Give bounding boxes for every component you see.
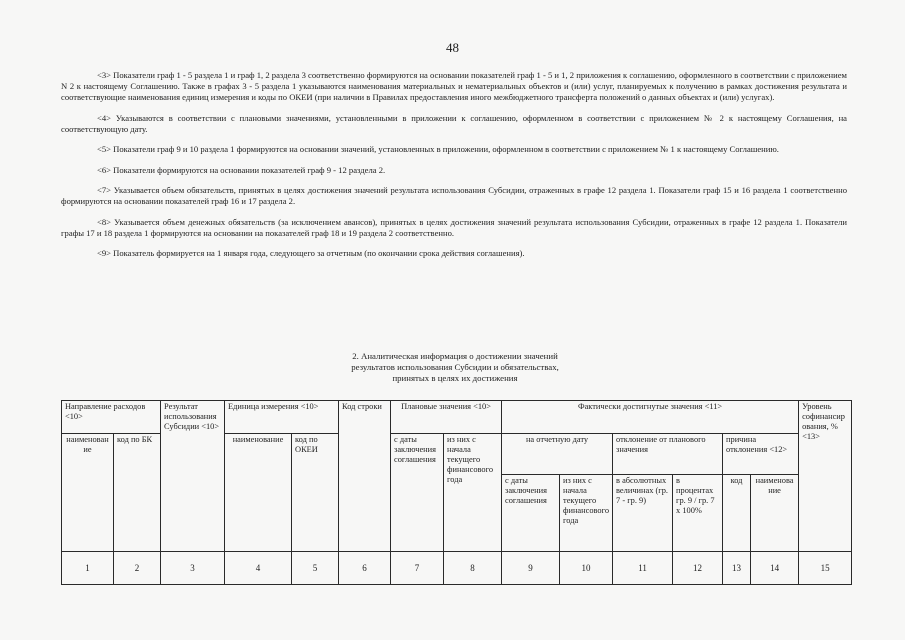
footnote-8: <8> Указывается объем денежных обязательств (за исключением авансов), принятых в целях достижения значений результата использования Субсидии, отраженных в графе 12 раздела 1. Показатели графы 17 и 18 раздела 1 формируются на основании на показателей граф 18 и 19 раздела 2 соответственно. xyxy=(61,216,847,238)
header-reason-name: наименование xyxy=(751,475,799,552)
column-number: 6 xyxy=(339,552,391,585)
header-plan-fy: из них с начала текущего финансового года xyxy=(444,434,502,552)
header-reason: причина отклонения <12> xyxy=(723,434,799,475)
footnote-3: <3> Показатели граф 1 - 5 раздела 1 и граф 1, 2 раздела 3 соответственно формируются на основании показателей граф 1 - 5 и 1, 2 приложения к соглашению, оформленного в соответствии с приложением N 2 к настоящему Соглашению. Также в графах 3 - 5 раздела 1 указываются наименования материальных и нематериальных объектов и (или) услуг, планируемых к получению в рамках достижения результата и соответствующие наименования единиц измерения и коды по ОКЕИ (при наличии в Правилах предоставления иного межбюджетного трансферта положений о данных объектах и (или) услугах). xyxy=(61,70,847,102)
header-level: Уровень софинансирования, % <13> xyxy=(799,401,852,552)
header-unit-name: наименование xyxy=(225,434,292,552)
section-title xyxy=(300,351,610,384)
header-unit: Единица измерения <10> xyxy=(225,401,339,434)
footnote-4: <4> Указываются в соответствии с плановыми значениями, установленными в приложении к соглашению, оформленном в соответствии с приложением № 2 к настоящему Соглашения, на соответствующую дату. xyxy=(61,112,847,134)
column-number: 4 xyxy=(225,552,292,585)
header-planned: Плановые значения <10> xyxy=(391,401,502,434)
header-pct: в процентах гр. 9 / гр. 7 x 100% xyxy=(673,475,723,552)
header-act-date: с даты заключения соглашения xyxy=(502,475,560,552)
header-deviation: отклонение от планового значения xyxy=(613,434,723,475)
header-bk: код по БК xyxy=(114,434,161,552)
column-number: 13 xyxy=(723,552,751,585)
header-name: наименование xyxy=(62,434,114,552)
header-reason-code: код xyxy=(723,475,751,552)
footnote-5: <5> Показатели граф 9 и 10 раздела 1 формируются на основании значений, установленных в приложении, оформленном в соответствии с приложением № 1 к настоящему Соглашению. xyxy=(97,144,779,154)
footnote-7: <7> Указывается объем обязательств, принятых в целях достижения значений результата использования Субсидии, отраженных в графе 12 раздела 1. Показатели граф 15 и 16 раздела 1 соответственно формируются на основании показателей граф 16 и 17 раздела 2. xyxy=(61,185,847,206)
page-number: 48 xyxy=(446,40,459,55)
column-number: 2 xyxy=(114,552,161,585)
section-title-line-3: принятых в целях их достижения xyxy=(392,373,518,383)
column-number: 15 xyxy=(799,552,852,585)
footnote-6: <6> Показатели формируются на основании показателей граф 9 - 12 раздела 2. xyxy=(97,164,386,175)
column-number: 3 xyxy=(161,552,225,585)
header-row-1 xyxy=(62,401,852,434)
analytic-table xyxy=(61,400,852,585)
column-number: 5 xyxy=(292,552,339,585)
column-number: 9 xyxy=(502,552,560,585)
column-number: 8 xyxy=(444,552,502,585)
header-plan-date: с даты заключения соглашения xyxy=(391,434,444,552)
header-direction: Направление расходов <10> xyxy=(62,401,161,434)
column-number: 14 xyxy=(751,552,799,585)
header-abs: в абсолютных величинах (гр. 7 - гр. 9) xyxy=(613,475,673,552)
header-result: Результат использования Субсидии <10> xyxy=(161,401,225,552)
column-number: 7 xyxy=(391,552,444,585)
column-number: 1 xyxy=(62,552,114,585)
header-actual: Фактически достигнутые значения <11> xyxy=(502,401,799,434)
section-title-line-1: 2. Аналитическая информация о достижении значений xyxy=(352,351,558,361)
column-number: 12 xyxy=(673,552,723,585)
header-code: Код строки xyxy=(339,401,391,552)
column-number: 11 xyxy=(613,552,673,585)
column-number: 10 xyxy=(560,552,613,585)
header-okei: код по ОКЕИ xyxy=(292,434,339,552)
column-number-row xyxy=(62,552,852,585)
section-title-line-2: результатов использования Субсидии и обязательствах, xyxy=(351,362,559,372)
footnotes xyxy=(61,70,847,269)
header-act-fy: из них с начала текущего финансового года xyxy=(560,475,613,552)
header-report-date: на отчетную дату xyxy=(502,434,613,475)
footnote-9: <9> Показатель формируется на 1 января года, следующего за отчетным (по окончании срока действия соглашения). xyxy=(97,248,525,258)
